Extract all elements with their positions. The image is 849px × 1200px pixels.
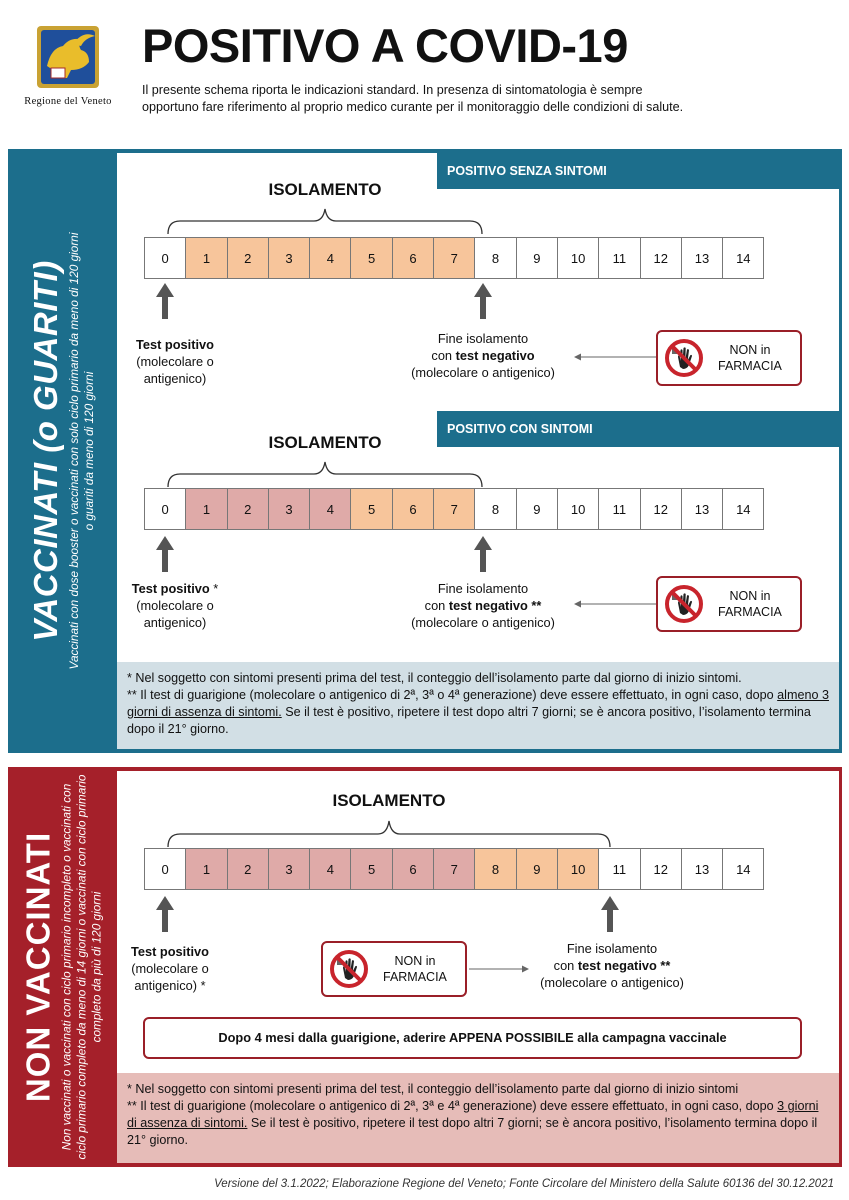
end-label-line1: Fine isolamento	[566, 941, 658, 956]
day-cell: 9	[516, 488, 558, 530]
day-cell: 0	[144, 488, 186, 530]
day-cell: 3	[268, 848, 310, 890]
end-label-pre: con	[553, 958, 575, 973]
day-cell: 1	[185, 237, 227, 279]
start-label-bold: Test positivo	[131, 581, 210, 596]
day-cell: 14	[722, 237, 764, 279]
end-label-bold: test negativo **	[448, 598, 542, 613]
vaccination-advice	[143, 1017, 802, 1059]
isolamento-brace	[166, 457, 484, 489]
day-cell: 1	[185, 488, 227, 530]
note-2	[127, 687, 829, 738]
no-hand-icon	[664, 338, 704, 378]
day-cell: 7	[433, 237, 475, 279]
vaccinati-side-label	[27, 153, 97, 749]
start-label	[115, 943, 225, 994]
day-cell: 10	[557, 848, 599, 890]
note-2-underlined: almeno 3 giorni di assenza di sintomi.	[127, 688, 829, 719]
day-cell: 5	[350, 488, 392, 530]
non-line1: NON in	[394, 954, 436, 968]
non-in-farmacia-text	[718, 588, 782, 620]
note-1: * Nel soggetto con sintomi presenti prima del test, il conteggio dell’isolamento parte dal giorno di inizio sintomi.	[127, 671, 742, 685]
up-arrow-icon	[600, 896, 620, 932]
timeline-senza-sintomi	[144, 237, 764, 279]
end-label	[527, 940, 697, 991]
end-label-bold: test negativo **	[577, 958, 671, 973]
note-2-b: Se il test è positivo, ripetere il test dopo altri 7 giorni; se è ancora positivo, l’isolamento termina dopo il 21° giorno.	[127, 705, 811, 736]
footer-source: Versione del 3.1.2022; Elaborazione Regione del Veneto; Fonte Circolare del Ministero della Salute 60136 del 30.12.2021	[214, 1178, 834, 1190]
no-hand-icon	[664, 584, 704, 624]
start-label-line3: antigenico)	[143, 615, 207, 630]
day-cell: 0	[144, 848, 186, 890]
start-label-line2: (molecolare o	[136, 354, 214, 369]
isolamento-heading: ISOLAMENTO	[268, 433, 382, 452]
timeline-non-vaccinati	[144, 848, 764, 890]
no-hand-icon	[329, 949, 369, 989]
end-label-line1: Fine isolamento	[437, 331, 529, 346]
page-title: POSITIVO A COVID-19	[142, 19, 628, 72]
tab-senza-sintomi: POSITIVO SENZA SINTOMI	[437, 153, 839, 189]
start-label	[115, 580, 235, 631]
non-in-farmacia-box	[656, 330, 802, 386]
up-arrow-icon	[473, 283, 493, 319]
end-label-line3: (molecolare o antigenico)	[540, 975, 684, 990]
start-label-line3: antigenico) *	[134, 978, 206, 993]
start-label	[120, 336, 230, 387]
up-arrow-icon	[155, 283, 175, 319]
day-cell: 1	[185, 848, 227, 890]
right-arrow-icon	[469, 964, 529, 974]
non-in-farmacia-text	[383, 953, 447, 985]
day-cell: 14	[722, 488, 764, 530]
non-vaccinati-title: NON VACCINATI	[19, 831, 57, 1103]
day-cell: 6	[392, 488, 434, 530]
day-cell: 8	[474, 848, 516, 890]
non-line2: FARMACIA	[718, 605, 782, 619]
timeline-con-sintomi	[144, 488, 764, 530]
non-in-farmacia-box	[321, 941, 467, 997]
note-2-b: Se il test è positivo, ripetere il test dopo altri 7 giorni; se è ancora positivo, l’isolamento termina dopo il 21° giorno.	[127, 1116, 818, 1147]
day-cell: 4	[309, 488, 351, 530]
non-line2: FARMACIA	[383, 970, 447, 984]
note-2	[127, 1098, 829, 1149]
tab-con-sintomi: POSITIVO CON SINTOMI	[437, 411, 839, 447]
day-cell: 13	[681, 237, 723, 279]
vaccinati-subtitle: Vaccinati con dose booster o vaccinati con solo ciclo primario da meno di 120 giorni o guariti da meno di 120 giorni	[67, 232, 96, 670]
day-cell: 9	[516, 237, 558, 279]
day-cell: 5	[350, 237, 392, 279]
non-in-farmacia-text	[718, 342, 782, 374]
advice-text-a: Dopo 4 mesi dalla guarigione, aderire	[218, 1030, 446, 1045]
isolamento-heading: ISOLAMENTO	[268, 180, 382, 199]
day-cell: 12	[640, 848, 682, 890]
day-cell: 12	[640, 488, 682, 530]
note-2-underlined: 3 giorni di assenza di sintomi.	[127, 1099, 819, 1130]
day-cell: 3	[268, 237, 310, 279]
up-arrow-icon	[155, 536, 175, 572]
isolamento-brace	[166, 204, 484, 236]
day-cell: 13	[681, 848, 723, 890]
note-1: * Nel soggetto con sintomi presenti prima del test, il conteggio dell’isolamento parte dal giorno di inizio sintomi	[127, 1082, 739, 1096]
non-line2: FARMACIA	[718, 359, 782, 373]
intro-text: Il presente schema riporta le indicazioni standard. In presenza di sintomatologia è sempre opportuno fare riferimento al proprio medico curante per il monitoraggio delle condizioni di salute.	[142, 83, 684, 114]
start-label-line2: (molecolare o	[131, 961, 209, 976]
day-cell: 2	[227, 848, 269, 890]
day-cell: 12	[640, 237, 682, 279]
day-cell: 4	[309, 848, 351, 890]
isolamento-heading: ISOLAMENTO	[332, 791, 446, 810]
day-cell: 6	[392, 848, 434, 890]
day-cell: 13	[681, 488, 723, 530]
end-label	[398, 580, 568, 631]
vaccinati-notes	[117, 662, 839, 749]
end-label-line3: (molecolare o antigenico)	[411, 615, 555, 630]
day-cell: 7	[433, 488, 475, 530]
advice-text-c: alla campagna vaccinale	[577, 1030, 727, 1045]
start-label-mark: *	[209, 581, 219, 596]
day-cell: 11	[598, 488, 640, 530]
day-cell: 14	[722, 848, 764, 890]
day-cell: 6	[392, 237, 434, 279]
non-in-farmacia-box	[656, 576, 802, 632]
end-label-line1: Fine isolamento	[437, 581, 529, 596]
day-cell: 2	[227, 237, 269, 279]
logo-caption: Regione del Veneto	[24, 96, 112, 107]
isolamento-brace	[166, 815, 612, 849]
left-arrow-icon	[574, 599, 658, 609]
note-2-a: ** Il test di guarigione (molecolare o antigenico di 2ª, 3ª o 4ª generazione) deve essere effettuato, in ogni caso, dopo	[127, 688, 774, 702]
non-vaccinati-notes	[117, 1073, 839, 1163]
non-line1: NON in	[729, 589, 771, 603]
note-2-a: ** Il test di guarigione (molecolare o antigenico di 2ª, 3ª e 4ª generazione) deve essere effettuato, in ogni caso, dopo	[127, 1099, 774, 1113]
day-cell: 10	[557, 488, 599, 530]
day-cell: 2	[227, 488, 269, 530]
end-label-pre: con	[424, 598, 446, 613]
advice-text-b: APPENA POSSIBILE	[449, 1030, 574, 1045]
day-cell: 7	[433, 848, 475, 890]
start-label-line2: (molecolare o	[136, 598, 214, 613]
up-arrow-icon	[155, 896, 175, 932]
end-label-line3: (molecolare o antigenico)	[411, 365, 555, 380]
up-arrow-icon	[473, 536, 493, 572]
day-cell: 0	[144, 237, 186, 279]
non-vaccinati-side-label	[20, 771, 105, 1163]
start-label-line3: antigenico)	[143, 371, 207, 386]
day-cell: 11	[598, 237, 640, 279]
end-label-bold: test negativo	[455, 348, 535, 363]
day-cell: 5	[350, 848, 392, 890]
non-line1: NON in	[729, 343, 771, 357]
left-arrow-icon	[574, 352, 658, 362]
start-label-bold: Test positivo	[131, 944, 209, 959]
day-cell: 8	[474, 237, 516, 279]
day-cell: 4	[309, 237, 351, 279]
day-cell: 3	[268, 488, 310, 530]
lion-of-saint-mark-icon	[33, 22, 103, 92]
day-cell: 8	[474, 488, 516, 530]
regione-veneto-logo	[8, 22, 128, 107]
non-vaccinati-subtitle: Non vaccinati o vaccinati con ciclo primario incompleto o vaccinati con ciclo primario completo da meno di 14 giorni o vaccinati con ciclo primario completo da più di 120 giorni	[59, 774, 104, 1160]
end-label	[398, 330, 568, 381]
day-cell: 10	[557, 237, 599, 279]
start-label-bold: Test positivo	[136, 337, 214, 352]
end-label-pre: con	[431, 348, 453, 363]
day-cell: 9	[516, 848, 558, 890]
day-cell: 11	[598, 848, 640, 890]
vaccinati-title: VACCINATI (o GUARITI)	[27, 260, 64, 642]
